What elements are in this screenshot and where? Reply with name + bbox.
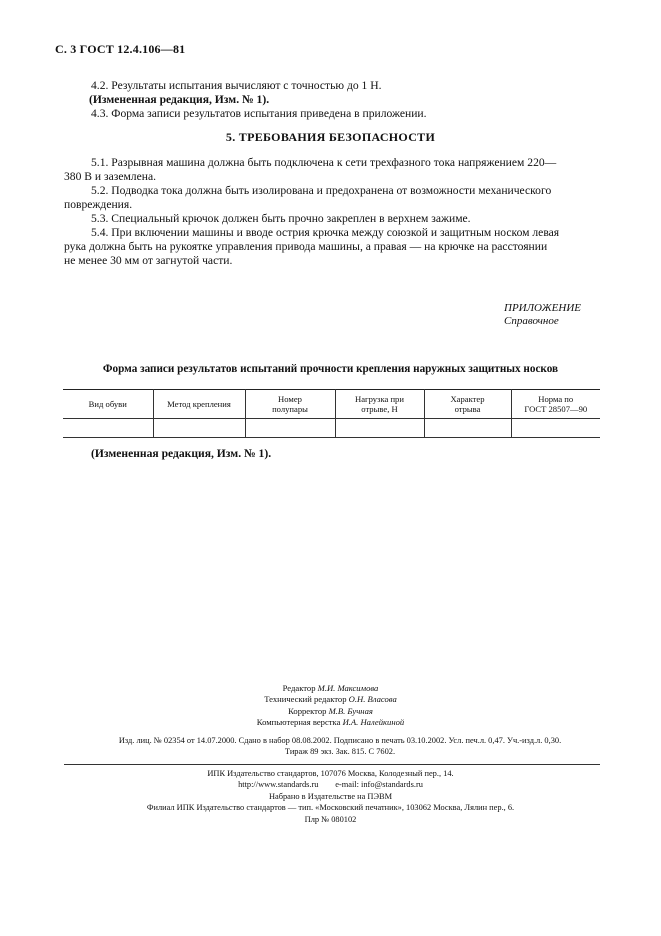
section-title: 5. ТРЕБОВАНИЯ БЕЗОПАСНОСТИ — [225, 130, 436, 144]
column-header-shoe-type: Вид обуви — [63, 390, 153, 419]
divider — [64, 764, 600, 765]
imprint-line: Изд. лиц. № 02354 от 14.07.2000. Сдано в набор 08.08.2002. Подписано в печать 03.10.2002. Усл. печ.л. 0,47. Уч.-изд.л. 0,30. — [118, 736, 562, 745]
publisher-line: Филиал ИПК Издательство стандартов — тип. «Московский печатник», 103062 Москва, Лялин пер., 6. — [146, 803, 515, 813]
paragraph-5-2a: 5.2. Подводка тока должна быть изолирована и предохранена от возможности механического — [91, 184, 552, 197]
amendment-note: (Измененная редакция, Изм. № 1). — [89, 93, 270, 107]
table-cell — [335, 419, 424, 438]
publisher-info — [0, 768, 661, 825]
table-cell — [63, 419, 153, 438]
column-header-load: Нагрузка при отрыве, Н — [335, 390, 424, 419]
credit-editor: Редактор М.И. Максимова — [282, 683, 379, 693]
publisher-line: ИПК Издательство стандартов, 107076 Москва, Колодезный пер., 14. — [207, 769, 454, 778]
credit-layout: Компьютерная верстка И.А. Налейкиной — [256, 717, 405, 728]
appendix-type: Справочное — [504, 315, 559, 327]
credit-tech-editor: Технический редактор О.Н. Власова — [264, 694, 397, 705]
publisher-line: Набрано в Издательстве на ПЭВМ — [268, 791, 393, 801]
credits — [0, 683, 661, 729]
paragraph-5-1b: 380 В и заземлена. — [64, 170, 156, 183]
table-cell — [511, 419, 600, 438]
appendix-label — [504, 302, 581, 328]
column-header-half-pair: Номер полупары — [245, 390, 335, 419]
paragraph-5-4b: рука должна быть на рукоятке управления привода машины, а правая — на крючке на расстоянии — [64, 240, 548, 253]
paragraph-5-1a: 5.1. Разрывная машина должна быть подключена к сети трехфазного тока напряжением 220— — [91, 156, 557, 169]
imprint-line: Тираж 89 экз. Зак. 815. С 7602. — [284, 747, 396, 757]
column-header-norm: Норма по ГОСТ 28507—90 — [511, 390, 600, 419]
credit-corrector: Корректор М.В. Бучная — [288, 705, 373, 716]
form-amendment-note: (Измененная редакция, Изм. № 1). — [91, 447, 272, 460]
imprint — [60, 735, 620, 757]
paragraph-5-2b: повреждения. — [64, 198, 133, 211]
table-cell — [153, 419, 245, 438]
table-header-row — [63, 390, 600, 419]
table-cell — [424, 419, 511, 438]
column-header-method: Метод крепления — [153, 390, 245, 419]
publisher-line: http://www.standards.ru e-mail: info@standards.ru — [238, 780, 423, 790]
appendix-title: ПРИЛОЖЕНИЕ — [504, 302, 581, 314]
table-row — [63, 419, 600, 438]
section-4-text — [91, 79, 601, 122]
paragraph-4-2: 4.2. Результаты испытания вычисляют с точностью до 1 Н. — [91, 79, 382, 92]
paragraph-5-3: 5.3. Специальный крючок должен быть прочно закреплен в верхнем зажиме. — [91, 212, 471, 225]
paragraph-4-3: 4.3. Форма записи результатов испытания приведена в приложении. — [91, 107, 427, 121]
publisher-line: Плр № 080102 — [304, 814, 357, 824]
paragraph-5-4a: 5.4. При включении машины и вводе острия крючка между союзкой и защитным носком левая — [91, 226, 560, 239]
form-title: Форма записи результатов испытаний прочности крепления наружных защитных носков — [102, 363, 559, 375]
page-header: С. 3 ГОСТ 12.4.106—81 — [55, 42, 186, 56]
table-cell — [245, 419, 335, 438]
paragraph-5-4c: не менее 30 мм от загнутой части. — [64, 254, 233, 267]
column-header-character: Характер отрыва — [424, 390, 511, 419]
results-form-table — [63, 389, 600, 438]
